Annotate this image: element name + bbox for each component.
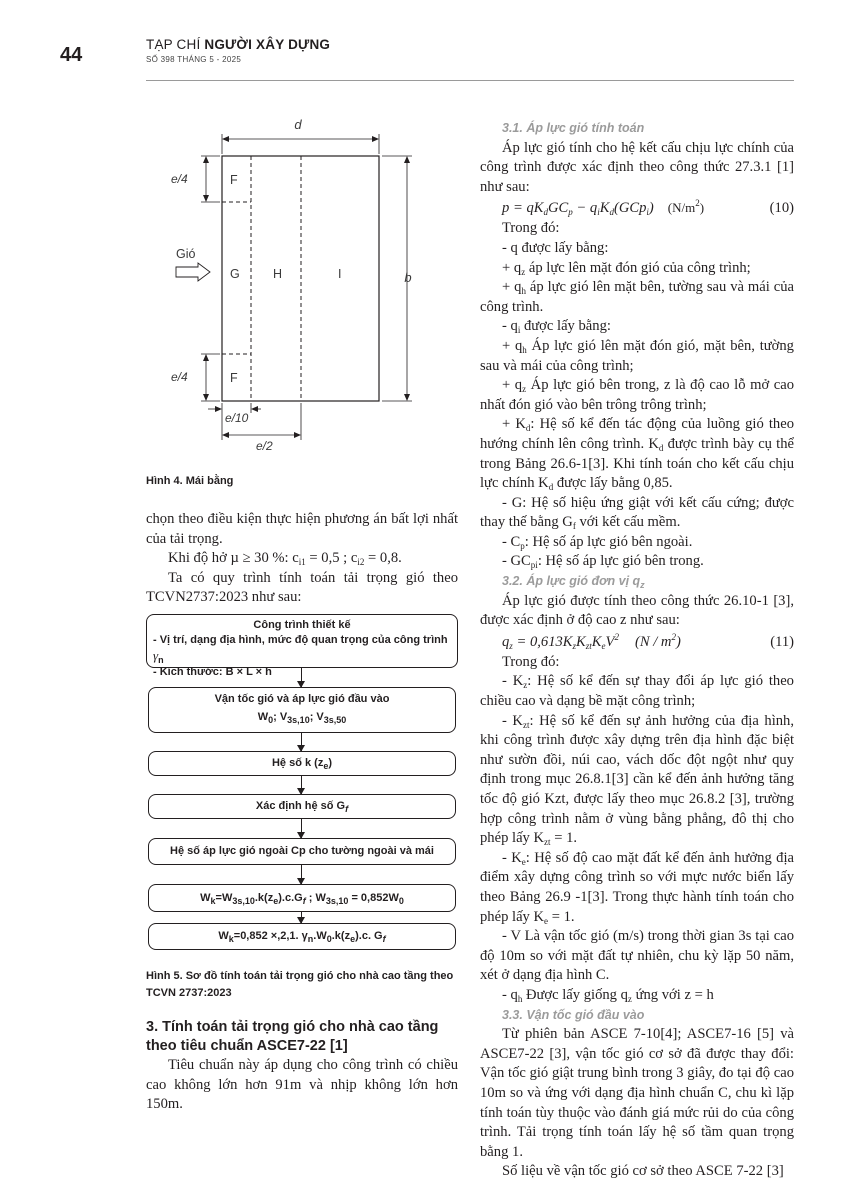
flow-box-building: Công trình thiết kế - Vị trí, dạng địa hình, mức độ quan trọng của công trình $\gamma_n$ - Kích thước: B × L × h (146, 614, 458, 668)
figure-5-flowchart (146, 614, 458, 974)
paragraph: Tiêu chuẩn này áp dụng cho công trình có chiều cao không lớn hơn 91m và nhịp không lớn hơn 150m. (146, 1056, 458, 1113)
label-zone-f-bottom: F (230, 371, 238, 385)
equation-number: (11) (770, 633, 794, 650)
section-3-body (146, 1056, 458, 1115)
flow-box-wk-final: $W_k=0,852 \times,2,1$. $\gamma_n.W_0.k(z_e).c$. $G_f$ (148, 923, 456, 950)
paragraph: Từ phiên bản ASCE 7-10[4]; ASCE7-16 [5] và ASCE7-22 [3], vận tốc gió cơ sở đã được thay đổi: Vận tốc gió giật trung bình trong 3 giây, đo tại độ cao 10m so và ứng với dạng địa hình chuẩn C, chu kì lặp tính toán tùy thuộc vào đánh giá mức rủi do của công trình. Tải trọng tính toán lấy hệ số tầm quan trọng bằng 1. (480, 1026, 794, 1160)
label-e10: e/10 (225, 411, 249, 425)
flow-arrow (301, 776, 302, 794)
flow-box-gf: Xác định hệ số $G_f$ (148, 794, 456, 819)
journal-header (146, 37, 330, 64)
flow-arrow (301, 733, 302, 751)
header-divider (146, 80, 794, 81)
equation-10: $p = qK_dGC_p - q_iK_d(GCp_i)$ $(N/m^2)$ (10) (502, 198, 794, 218)
flow-box-cp: Hệ số áp lực gió ngoài Cp cho tường ngoài và mái (148, 838, 456, 865)
figure-4-caption: Hình 4. Mái bằng (146, 475, 234, 487)
flow-arrow (301, 819, 302, 838)
label-zone-i: I (338, 267, 342, 281)
label-wind: Gió (176, 247, 196, 261)
page-number: 44 (60, 44, 83, 66)
label-d: d (294, 117, 302, 132)
flow-arrow (301, 668, 302, 687)
equation-number: (10) (769, 200, 794, 217)
figure-5-caption: Hình 5. Sơ đồ tính toán tải trọng gió cho nhà cao tầng theo TCVN 2737:2023 (146, 969, 454, 999)
label-e2: e/2 (256, 439, 273, 453)
equation-11: $q_z = 0,613K_zK_{zt}K_eV^2$ $(N / m^2)$ (11) (502, 631, 794, 651)
left-column (146, 110, 458, 1115)
journal-title: TẠP CHÍ NGƯỜI XÂY DỰNG (146, 37, 331, 52)
label-zone-f-top: F (230, 173, 238, 187)
figure-4-flat-roof-diagram (146, 110, 458, 465)
left-body-text (146, 510, 458, 608)
flow-arrow (301, 912, 302, 923)
paragraph: Số liệu về vận tốc gió cơ sở theo ASCE 7-22 [3] (502, 1163, 784, 1180)
flow-box-wk-formula: $W_k=W_{3s,10}.k(z_e).c.G_f$ ; $W_{3s,10} = 0,852W_0$ (148, 884, 456, 912)
paragraph: Áp lực gió được tính theo công thức 26.10-1 [3], được xác định ở độ cao z như sau: (480, 592, 794, 629)
flow-box-wind-input: Vận tốc gió và áp lực gió đầu vào $W_0$; $V_{3s,10}$; $V_{3s,50}$ (148, 687, 456, 733)
flow-arrow (301, 865, 302, 884)
paragraph: chọn theo điều kiện thực hiện phương án bất lợi nhất của tải trọng. (146, 511, 458, 547)
paragraph-opening-ratio: Khi độ hở µ ≥ 30 %: $c_{i1} = 0,5$ ; $c_{i2} = 0,8$. (168, 550, 402, 568)
label-zone-g: G (230, 267, 240, 281)
subsection-3-3-title: 3.3. Vận tốc gió đầu vào (502, 1007, 645, 1022)
section-3-title: 3. Tính toán tải trọng gió cho nhà cao tầng theo tiêu chuẩn ASCE7-22 [1] (146, 1018, 439, 1054)
wind-arrow-icon (176, 263, 210, 281)
right-column: 3.1. Áp lực gió tính toán Áp lực gió tính cho hệ kết cấu chịu lực chính của công trình được xác định theo công thức 27.3.1 [1] như sau: $p = qK_dGC_p - q_iK_d(GCp_i)$ $(N/m^2)$ (10) Trong đó: - q được lấy bằng: + $q_z$ áp lực lên mặt đón gió của công trình; + $q_h$ áp lực gió lên mặt bên, tường sau và mái của công trình. - $q_i$ được lấy bằng: + $q_h$ Áp lực gió lên mặt đón gió, mặt bên, tường sau và mái của công trình; + $q_z$ Áp lực gió bên trong, z là độ cao lỗ mở cao nhất đón gió vào bên trông trông trình; + $K_d$: Hệ số kể đến tác động của luồng gió theo hướng chính lên công trình. $K_d$ được trình bày cụ thể trong Bảng 26.6-1[3]. Khi tính toán cho kết cấu chịu lực chính $K_d$ được lấy bằng 0,85. - G: Hệ số hiệu ứng giật với kết cấu cứng; được thay thế bằng $G_f$ với kết cấu mềm. - $C_p$: Hệ số áp lực gió bên ngoài. - $GC_{pi}$: Hệ số áp lực gió bên trong. 3.2. Áp lực gió đơn vị $q_z$ Áp lực gió được tính theo công thức 26.10-1 [3], được xác định ở độ cao z như sau: $q_z = 0,613K_zK_{zt}K_eV^2$ $(N / m^2)$ (11) Trong đó: - $K_z$: Hệ số kể đến sự thay đổi áp lực gió theo chiều cao và dạng bề mặt công trình; - $K_{zt}$: Hệ số kể đến sự ảnh hưởng của địa hình, khi công trình được xây dựng trên địa hình đặc biệt như sườn đồi, núi cao, vách dốc đột ngột như quy định trong mục 26.8.1[3] cần kể đến ảnh hưởng tăng tốc độ gió Kzt, được lấy theo mục 26.8.2 [3], trường hợp công trình nằm ở vùng bằng phẳng, đô thị cho phép lấy $K_{zt} = 1$. - $K_e$: Hệ số độ cao mặt đất kể đến ảnh hưởng địa điểm xây dựng công trình so với mực nước biển lấy theo Bảng 26.9 -1[3]. Trong thực hành tính toán cho phép lấy $K_e = 1$. - V Là vận tốc gió (m/s) trong thời gian 3s tại cao độ 10m so với mặt đất tự nhiên, chu kỳ lặp 50 năm, xét ở dạng địa hình C. - $q_h$ Được lấy giống $q_z$ ứng với z = h 3.3. Vận tốc gió đầu vào Từ phiên bản ASCE 7-10[4]; ASCE7-16 [5] và ASCE7-22 [3], vận tốc gió cơ sở đã được thay đổi: Vận tốc gió giật trung bình trong 3 giây, đo tại độ cao 10m so và ứng với dạng địa hình chuẩn C, chu kì lặp tính toán tùy thuộc vào đánh giá mức rủi do của công trình. Tải trọng tính toán lấy hệ số tầm quan trọng bằng 1. Số liệu về vận tốc gió cơ sở theo ASCE 7-22 [3] (480, 119, 794, 1182)
paragraph: Áp lực gió tính cho hệ kết cấu chịu lực chính của công trình được xác định theo công thức 27.3.1 [1] như sau: (480, 139, 794, 195)
subsection-3-2-title: 3.2. Áp lực gió đơn vị $q_z$ (502, 574, 645, 591)
paragraph: Ta có quy trình tính toán tải trọng gió theo TCVN2737:2023 như sau: (146, 569, 458, 606)
label-b: b (404, 270, 412, 285)
subsection-3-1-title: 3.1. Áp lực gió tính toán (502, 121, 645, 135)
flow-box-k-coefficient: Hệ số k $(z_e)$ (148, 751, 456, 776)
label-e4-bottom: e/4 (171, 370, 188, 384)
label-e4-top: e/4 (171, 172, 188, 186)
label-zone-h: H (273, 267, 283, 281)
journal-issue: SỐ 398 THÁNG 5 - 2025 (146, 55, 242, 64)
